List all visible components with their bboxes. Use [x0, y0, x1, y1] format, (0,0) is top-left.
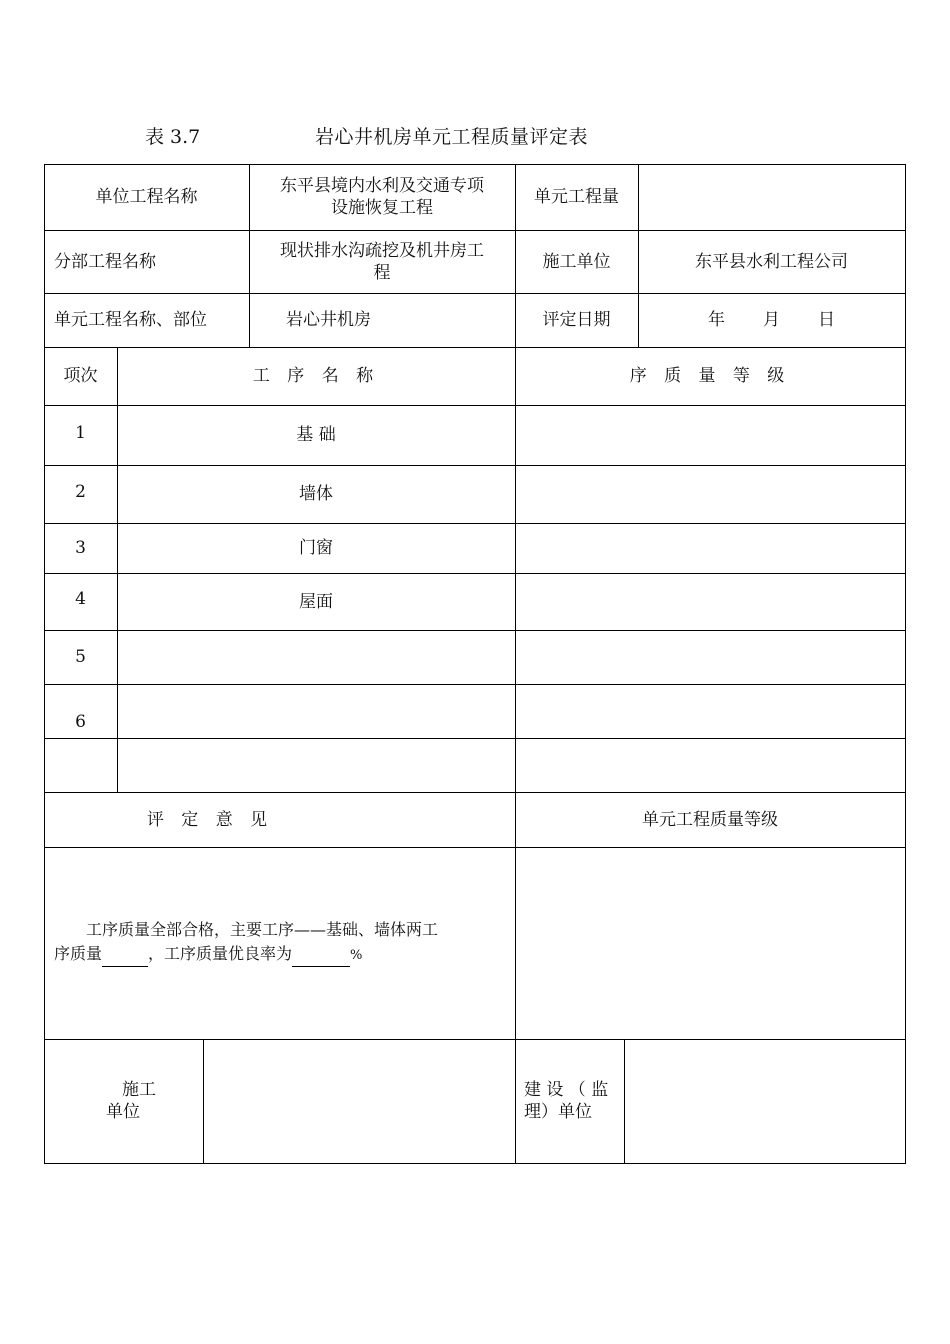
opinion-text-part1: 工序质量全部合格，主要工序——基础、墙体两工 — [86, 920, 439, 939]
row-4-grade[interactable] — [515, 573, 905, 630]
supervision-label-line2: 理）单位 — [524, 1102, 592, 1122]
sub-project-value — [249, 230, 515, 293]
eval-date-year: 年 — [708, 310, 725, 330]
construction-unit-label: 施工单位 — [542, 251, 611, 272]
eval-date-month: 月 — [763, 310, 780, 330]
row-3-grade[interactable] — [515, 523, 905, 573]
opinion-text — [54, 847, 509, 1039]
sub-project-value-line2: 程 — [373, 262, 391, 283]
opinion-text-part3: ，工序质量优良率为 — [148, 944, 293, 963]
sub-project-label: 分部工程名称 — [54, 251, 156, 272]
table-number: 表 3.7 — [145, 126, 201, 148]
eval-date-day: 日 — [818, 310, 835, 330]
unit-project-value-line2: 设施恢复工程 — [331, 198, 433, 218]
form-title — [0, 122, 950, 150]
row-1-grade[interactable] — [515, 405, 905, 465]
excellence-rate-blank[interactable] — [292, 942, 350, 967]
row-6-name — [117, 684, 515, 738]
row-5-name — [117, 630, 515, 684]
opinion-text-part2: 序质量 — [54, 944, 103, 963]
process-name-header: 工 序 名 称 — [252, 366, 380, 386]
row-2-no: 2 — [75, 482, 86, 502]
row-2-grade[interactable] — [515, 465, 905, 523]
supervision-sign-label — [524, 1039, 624, 1163]
construction-unit-value: 东平县水利工程公司 — [695, 251, 848, 272]
unit-grade-value[interactable] — [515, 847, 905, 1039]
unit-project-label: 单位工程名称 — [95, 187, 198, 207]
row-7-grade[interactable] — [515, 738, 905, 792]
row-5-grade[interactable] — [515, 630, 905, 684]
row-4-no: 4 — [75, 588, 86, 609]
construction-label-line1: 施工 — [122, 1080, 156, 1100]
element-name-value: 岩心井机房 — [286, 310, 371, 330]
sub-project-value-line1: 现状排水沟疏挖及机井房工 — [280, 240, 484, 261]
row-1-name: 基 础 — [296, 425, 336, 445]
row-3-name: 门窗 — [299, 538, 333, 558]
row-7-name — [117, 738, 515, 792]
quality-grade-header: 序 质 量 等 级 — [629, 366, 791, 386]
unit-grade-label: 单元工程质量等级 — [642, 809, 778, 830]
table-title: 岩心井机房单元工程质量评定表 — [315, 126, 589, 148]
unit-project-value-line1: 东平县境内水利及交通专项 — [280, 176, 484, 196]
row-7-no — [44, 738, 117, 792]
percent-sign: % — [350, 948, 363, 963]
row-6-no: 6 — [75, 712, 86, 732]
construction-signature-area[interactable] — [203, 1039, 515, 1163]
quality-assessment-table — [44, 164, 906, 1164]
row-3-no: 3 — [75, 538, 86, 558]
process-quality-blank[interactable] — [102, 942, 148, 967]
supervision-signature-area[interactable] — [624, 1039, 905, 1163]
eval-date-label: 评定日期 — [542, 310, 611, 330]
unit-project-value — [249, 164, 515, 230]
unit-quantity-value[interactable] — [638, 164, 905, 230]
construction-sign-label — [84, 1039, 194, 1163]
row-5-no: 5 — [75, 647, 86, 667]
unit-quantity-label: 单元工程量 — [534, 187, 619, 207]
eval-date-value[interactable] — [638, 293, 905, 347]
row-1-no: 1 — [75, 423, 86, 443]
row-4-name: 屋面 — [299, 591, 333, 612]
supervision-label-line1: 建 设 （ 监 — [524, 1080, 609, 1100]
element-name-label: 单元工程名称、部位 — [54, 310, 207, 330]
opinion-label: 评 定 意 见 — [146, 809, 274, 830]
row-6-grade[interactable] — [515, 684, 905, 738]
row-2-name: 墙体 — [299, 484, 333, 504]
construction-label-line2: 单位 — [106, 1102, 140, 1122]
item-no-header: 项次 — [63, 366, 98, 386]
